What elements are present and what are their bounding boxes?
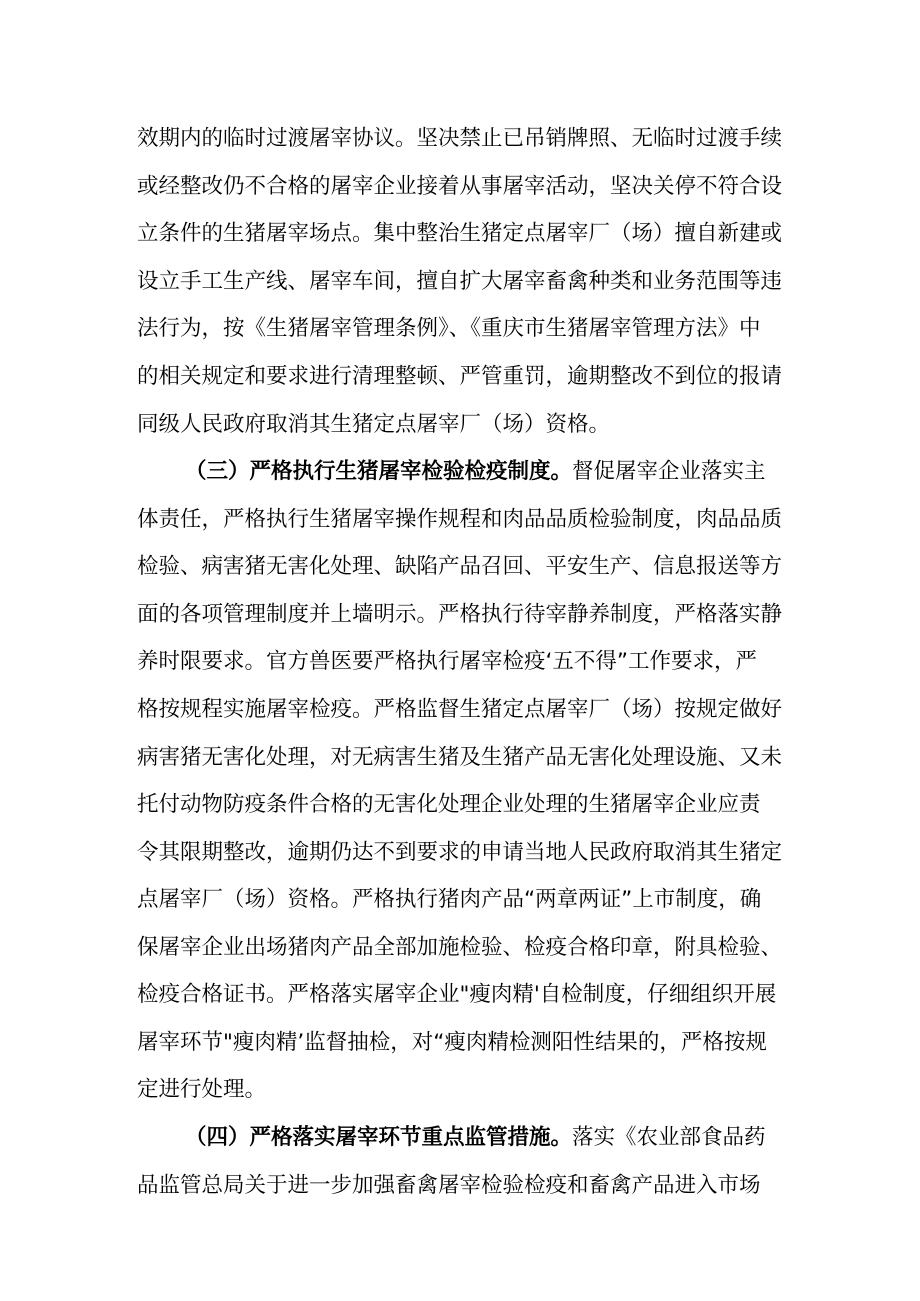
- paragraph-line: 品监管总局关于进一步加强畜禽屠宰检验检疫和畜禽产品进入市场: [137, 1173, 761, 1198]
- paragraph-line: 体责任，严格执行生猪屠宰操作规程和肉品品质检验制度，肉品品质: [137, 507, 783, 532]
- section-4-heading-line: [185, 1118, 797, 1158]
- paragraph-line: 效期内的临时过渡屠宰协议。坚决禁止已吊销牌照、无临时过渡手续: [137, 126, 783, 151]
- section-3-heading-rest: 督促屠宰企业落实主: [572, 459, 766, 484]
- paragraph-line: 检疫合格证书。严格落实屠宰企业"瘦肉精'自检制度，仔细组织开展: [137, 982, 777, 1007]
- paragraph-line: 面的各项管理制度并上墙明示。严格执行待宰静养制度，严格落实静: [137, 602, 783, 627]
- section-3-heading: （三）严格执行生猪屠宰检验检疫制度。: [185, 459, 573, 484]
- paragraph-line: 病害猪无害化处理，对无病害生猪及生猪产品无害化处理设施、又未: [137, 745, 783, 770]
- paragraph-line: 养时限要求。官方兽医要严格执行屠宰检疫‘五不得”工作要求，严: [137, 649, 757, 674]
- paragraph-line: 托付动物防疫条件合格的无害化处理企业处理的生猪屠宰企业应责: [137, 792, 761, 817]
- paragraph-line: 屠宰环节"瘦肉精’监督抽检，对“瘦肉精检测阳性结果的，严格按规: [137, 1030, 767, 1055]
- paragraph-line: 的相关规定和要求进行清理整顿、严管重罚，逾期整改不到位的报请: [137, 364, 783, 389]
- paragraph-line: 点屠宰厂（场）资格。严格执行猪肉产品“两章两证”上市制度，确: [137, 887, 762, 912]
- paragraph-line: 定进行处理。: [137, 1077, 267, 1102]
- paragraph-line: 保屠宰企业出场猪肉产品全部加施检验、检疫合格印章，附具检验、: [137, 935, 783, 960]
- paragraph-line: 设立手工生产线、屠宰车间，擅自扩大屠宰畜禽种类和业务范围等违: [137, 269, 783, 294]
- paragraph-line: 立条件的生猪屠宰场点。集中整治生猪定点屠宰厂（场）擅自新建或: [137, 221, 783, 246]
- section-3-heading-line: [185, 452, 797, 492]
- paragraph-line: 或经整改仍不合格的屠宰企业接着从事屠宰活动，坚决关停不符合设: [137, 174, 783, 199]
- paragraph-line: 同级人民政府取消其生猪定点屠宰厂（场）资格。: [137, 412, 611, 437]
- paragraph-line: 格按规程实施屠宰检疫。严格监督生猪定点屠宰厂（场）按规定做好: [137, 697, 783, 722]
- paragraph-line: 检验、病害猪无害化处理、缺陷产品召回、平安生产、信息报送等方: [137, 554, 783, 579]
- paragraph-line: 令其限期整改，逾期仍达不到要求的申请当地人民政府取消其生猪定: [137, 840, 783, 865]
- section-4-heading-rest: 落实《农业部食品药: [572, 1125, 766, 1150]
- paragraph-line: 法行为，按《生猪屠宰管理条例》、《重庆市生猪屠宰管理方法》中: [137, 316, 761, 341]
- section-4-heading: （四）严格落实屠宰环节重点监管措施。: [185, 1125, 573, 1150]
